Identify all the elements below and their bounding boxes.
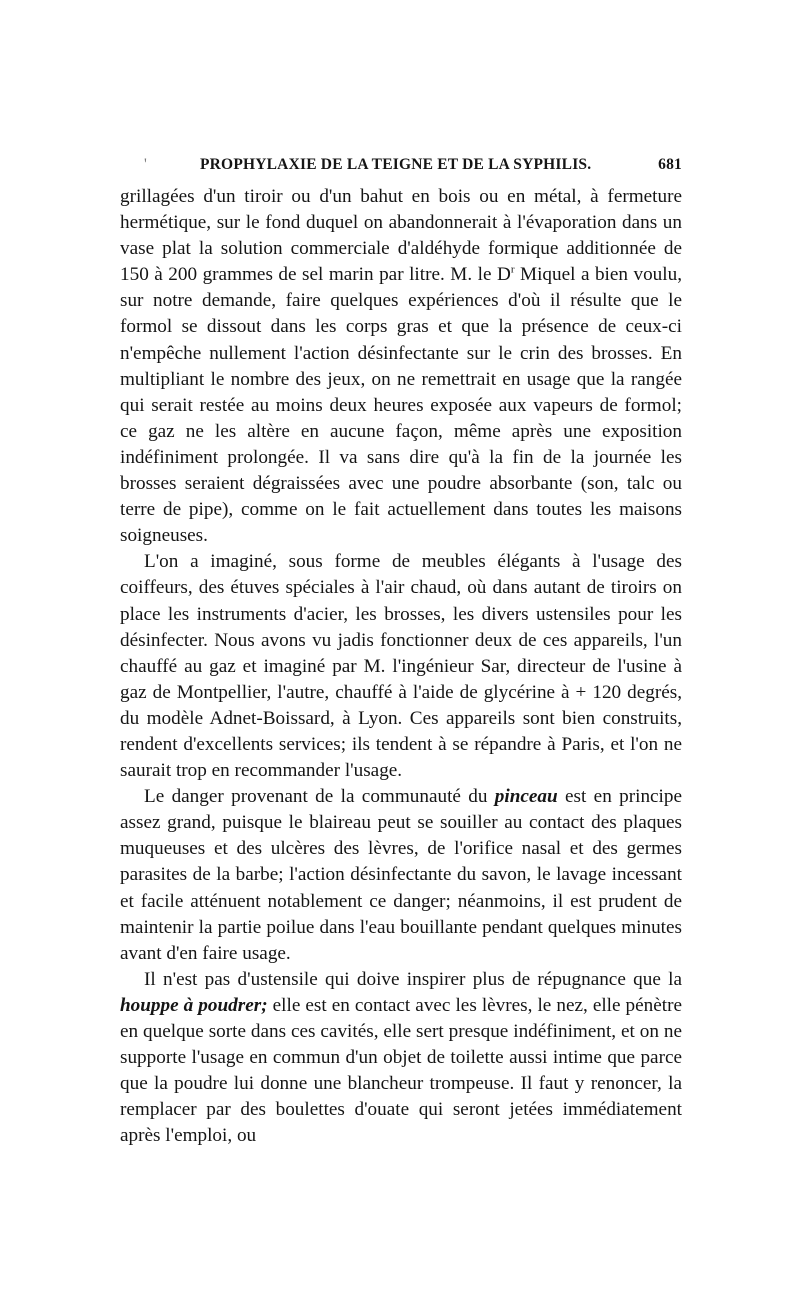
margin-mark: ': [144, 156, 147, 173]
paragraph-text: grillagées d'un tiroir ou d'un bahut en bois ou en métal, à fermeture hermétique, sur le fond duquel on abandonnerait à l'évaporation dans un vase plat la solution commerciale d'aldéhyde formique additionnée de 150 à 200 grammes de sel marin par litre. M. le D: [120, 186, 682, 286]
paragraph-sterilizing-cabinets: L'on a imaginé, sous forme de meubles élégants à l'usage des coiffeurs, des étuves spéciales à l'air chaud, où dans autant de tiroirs on place les instruments d'acier, les brosses, les divers ustensiles pour les désinfecter. Nous avons vu jadis fonctionner deux de ces appareils, l'un chauffé au gaz et imaginé par M. l'ingénieur Sar, directeur de l'usine à gaz de Montpellier, l'autre, chauffé à l'aide de glycérine à + 120 degrés, du modèle Adnet-Boissard, à Lyon. Ces appareils sont bien construits, rendent d'excellents services; ils tendent à se répandre à Paris, et l'on ne saurait trop en recommander l'usage.: [120, 551, 682, 782]
italic-term: houppe à poudrer;: [120, 994, 268, 1016]
paragraph-text: Le danger provenant de la communauté du: [144, 786, 495, 808]
page-number: 681: [658, 156, 682, 173]
paragraph-brush-disinfection: [120, 184, 682, 549]
paragraph-text: est en principe assez grand, puisque le blaireau peut se souiller au contact des plaques muqueuses et des ulcères des lèvres, de l'orifice nasal et des germes parasites de la barbe; l'action désinfectante du savon, le lavage incessant et facile atténuent notablement ce danger; néanmoins, il est prudent de maintenir la partie poilue dans l'eau bouillante pendant quelques minutes avant d'en faire usage.: [120, 786, 682, 964]
paragraph-powder-puff: [120, 967, 682, 1150]
paragraph-shaving-brush: [120, 784, 682, 967]
paragraph-text: Miquel a bien voulu, sur notre demande, faire quelques expériences d'où il résulte que le formol se dissout dans les corps gras et que la présence de ceux-ci n'empêche nullement l'action désinfectante sur le crin des brosses. En multipliant le nombre des jeux, on ne remettrait en usage que la rangée qui serait restée au moins deux heures exposée aux vapeurs de formol; ce gaz ne les altère en aucune façon, même après une exposition indéfiniment prolongée. Il va sans dire qu'à la fin de la journée les brosses seraient dégraissées avec une poudre absorbante (son, talc ou terre de pipe), comme on le fait actuellement dans toutes les maisons soigneuses.: [120, 264, 682, 547]
running-header: [120, 156, 682, 182]
running-title: PROPHYLAXIE DE LA TEIGNE ET DE LA SYPHILIS.: [200, 156, 592, 173]
paragraph-text: Il n'est pas d'ustensile qui doive inspirer plus de répugnance que la: [144, 968, 682, 990]
italic-term: pinceau: [494, 786, 558, 808]
body-text: [120, 184, 682, 1149]
doctor-abbrev-superscript: r: [510, 263, 515, 276]
paragraph-text: elle est en contact avec les lèvres, le nez, elle pénètre en quelque sorte dans ces cavités, elle sert presque indéfiniment, et on ne supporte l'usage en commun d'un objet de toilette aussi intime que parce que la poudre lui donne une blancheur trompeuse. Il faut y renoncer, la remplacer par des boulettes d'ouate qui seront jetées immédiatement après l'emploi, ou: [120, 994, 682, 1147]
